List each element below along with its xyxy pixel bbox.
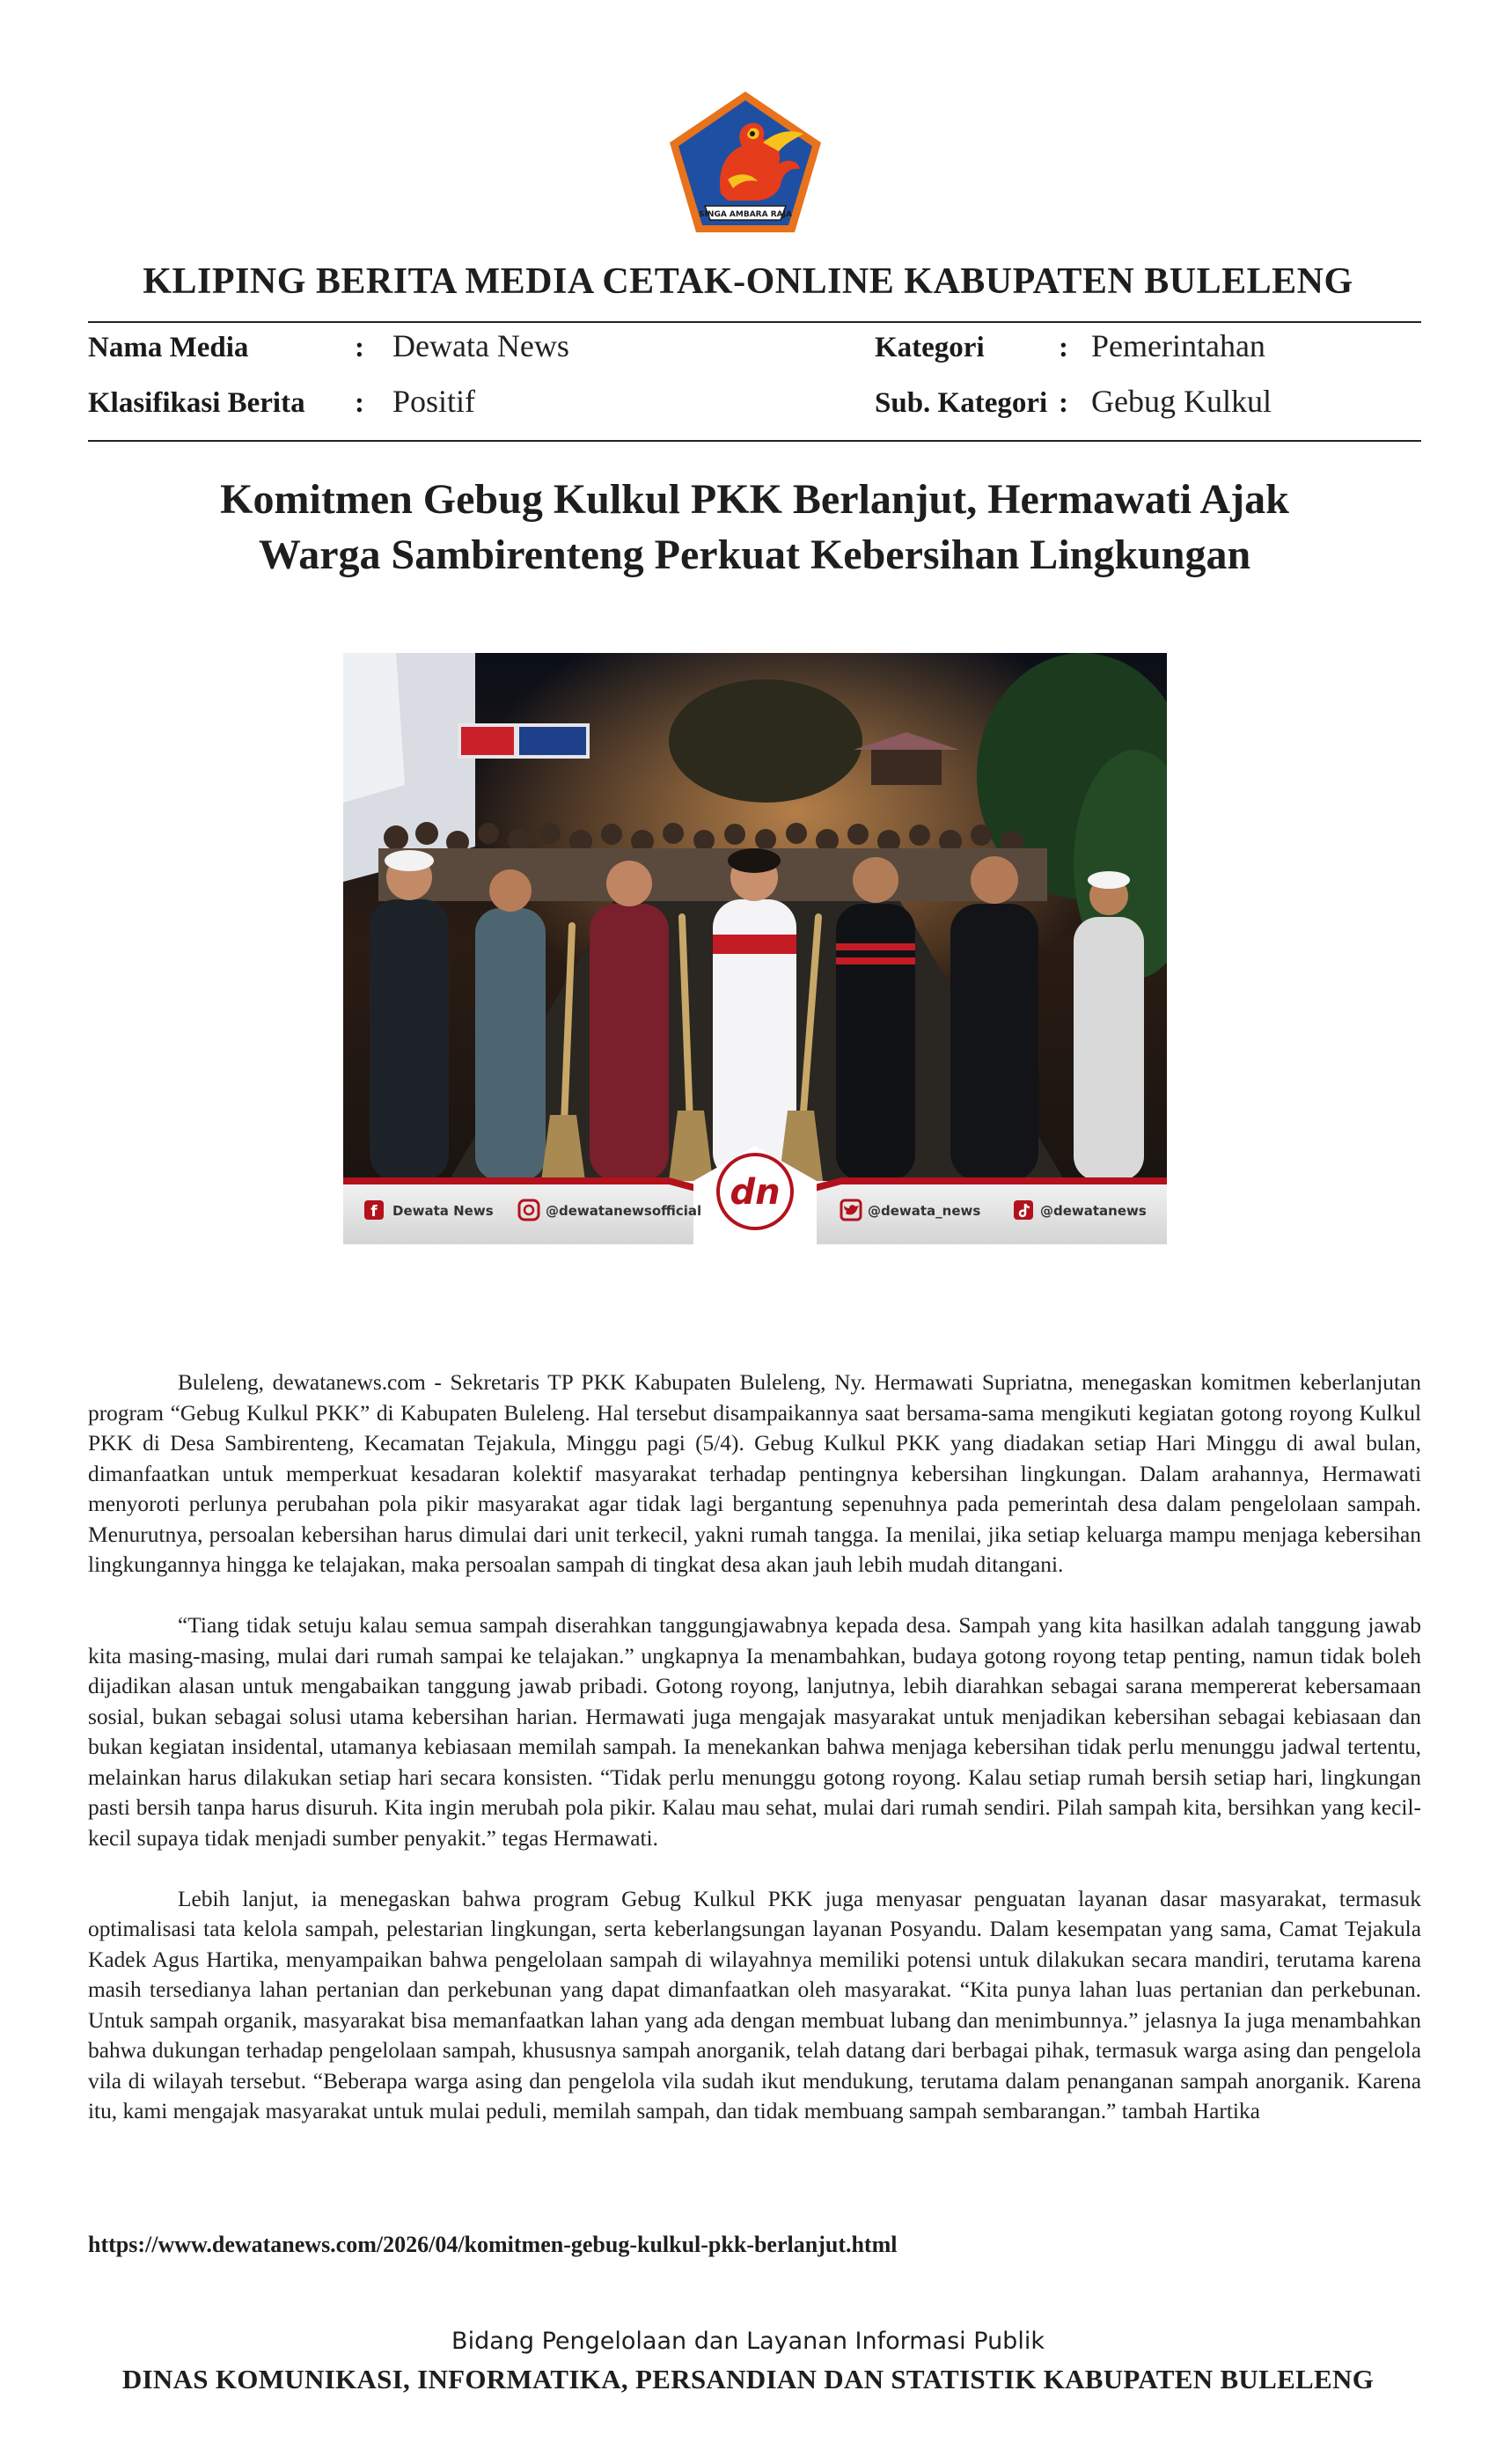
instagram-handle: @dewatanewsofficial — [546, 1203, 702, 1219]
media-colon: : — [355, 332, 364, 363]
subcategory-value: Gebug Kulkul — [1091, 384, 1272, 419]
tiktok-icon — [1014, 1200, 1033, 1220]
article-paragraph-3: Lebih lanjut, ia menegaskan bahwa program Gebug Kulkul PKK juga menyasar penguatan layanan dasar masyarakat, termasuk optimalisasi tata kelola sampah, pelestarian lingkungan, serta keberlangsungan layanan Posyandu. Dalam kesempatan yang sama, Camat Tejakula Kadek Agus Hartika, menyampaikan bahwa pengelolaan sampah di wilayahnya memiliki potensi untuk dilakukan secara mandiri, terutama karena masih tersedianya lahan pertanian dan perkebunan yang dapat dimanfaatkan oleh masyarakat. “Kita punya lahan luas pertanian dan perkebunan. Untuk sampah organik, masyarakat bisa memanfaatkan lahan yang ada dengan membuat lubang dan menimbunnya.” jelasnya Ia juga menambahkan bahwa dukungan terhadap pengelolaan sampah, khususnya sampah anorganik, telah datang dari berbagai pihak, termasuk warga asing dan pengelola vila di wilayah tersebut. “Beberapa warga asing dan pengelola vila sudah ikut mendukung, terutama dalam penanganan sampah anorganik. Karena itu, kami mengajak masyarakat untuk mulai peduli, memilah sampah, dan tidak membuang sampah sembarangan.” tambah Hartika — [88, 1886, 1421, 2123]
article-paragraph-1: Buleleng, dewatanews.com - Sekretaris TP PKK Kabupaten Buleleng, Ny. Hermawati Supriatna, menegaskan komitmen keberlanjutan program “Gebug Kulkul PKK” di Kabupaten Buleleng. Hal tersebut disampaikannya saat bersama-sama mengikuti kegiatan gotong royong Kulkul PKK di Desa Sambirenteng, Kecamatan Tejakula, Minggu pagi (5/4). Gebug Kulkul PKK yang diadakan setiap Hari Minggu di awal bulan, dimanfaatkan untuk memperkuat kesadaran kolektif masyarakat terhadap pentingnya kebersihan lingkungan. Dalam arahannya, Hermawati menyoroti perlunya perubahan pola pikir masyarakat agar tidak lagi bergantung sepenuhnya pada pemerintah desa dalam pengelolaan sampah. Menurutnya, persoalan kebersihan harus dimulai dari unit terkecil, yakni rumah tangga. Ia menilai, jika setiap keluarga mampu menjaga kebersihan lingkungannya hingga ke telajakan, maka persoalan sampah di tingkat desa akan jauh lebih mudah ditangani. — [88, 1370, 1421, 1577]
article-title — [132, 472, 1377, 583]
svg-text:f: f — [370, 1203, 378, 1221]
singa-ambara-raja-emblem — [666, 88, 825, 236]
footer-agency: DINAS KOMUNIKASI, INFORMATIKA, PERSANDIAN DAN STATISTIK KABUPATEN BULELENG — [121, 2364, 1375, 2394]
article-body — [88, 1368, 1421, 2157]
clipping-header-title: KLIPING BERITA MEDIA CETAK-ONLINE KABUPATEN BULELENG — [143, 261, 1353, 302]
logo-banner-text: SINGA AMBARA RAJA — [699, 210, 792, 219]
article-paragraph-2: “Tiang tidak setuju kalau semua sampah diserahkan tanggungjawabnya kepada desa. Sampah yang kita hasilkan adalah tanggung jawab kita masing-masing, mulai dari rumah sampai ke telajakan.” ungkapnya Ia menambahkan, budaya gotong royong tetap penting, namun tidak boleh dijadikan alasan untuk mengabaikan tanggung jawab pribadi. Gotong royong, lanjutnya, lebih diarahkan sebagai sarana mempererat kebersamaan sosial, bukan sebagai solusi utama kebersihan harian. Hermawati juga mengajak masyarakat untuk menjadikan kebersihan sebagai kebiasaan dan bukan kegiatan insidental, utamanya kebiasaan memilah sampah. Ia menekankan bahwa menjaga kebersihan tidak perlu menunggu jadwal tertentu, melainkan harus dilakukan setiap hari secara konsisten. “Tidak perlu menunggu gotong royong. Kalau setiap rumah bersih setiap hari, lingkungan pasti bersih tanpa harus disuruh. Kita ingin merubah pola pikir. Kalau mau sehat, mulai dari rumah sendiri. Pilah sampah kita, bersihkan yang kecil-kecil supaya tidak menjadi sumber penyakit.” tegas Hermawati. — [88, 1613, 1421, 1851]
dewatanews-badge: dn — [730, 1172, 781, 1213]
twitter-handle: @dewata_news — [868, 1203, 981, 1219]
header-divider-top — [88, 321, 1421, 323]
media-label: Nama Media — [88, 332, 249, 363]
facebook-handle: Dewata News — [392, 1203, 494, 1219]
regency-logo — [666, 88, 825, 236]
category-colon: : — [1059, 332, 1068, 363]
classification-value: Positif — [392, 384, 476, 419]
article-title-line-1: Komitmen Gebug Kulkul PKK Berlanjut, Hermawati Ajak — [220, 476, 1289, 523]
category-value: Pemerintahan — [1091, 328, 1265, 363]
footer-division: Bidang Pengelolaan dan Layanan Informasi Publik — [451, 2328, 1045, 2355]
article-source-url[interactable]: https://www.dewatanews.com/2026/04/komitmen-gebug-kulkul-pkk-berlanjut.html — [88, 2232, 898, 2257]
classification-label: Klasifikasi Berita — [88, 387, 305, 419]
subcategory-label: Sub. Kategori — [875, 387, 1048, 419]
category-label: Kategori — [875, 332, 985, 363]
article-photo — [343, 653, 1167, 1244]
subcategory-colon: : — [1059, 387, 1068, 419]
article-title-line-2: Warga Sambirenteng Perkuat Kebersihan Lingkungan — [258, 532, 1251, 578]
media-value: Dewata News — [392, 328, 569, 363]
classification-colon: : — [355, 387, 364, 419]
header-divider-bottom — [88, 440, 1421, 442]
facebook-icon — [364, 1200, 384, 1221]
tiktok-handle: @dewatanews — [1040, 1203, 1147, 1219]
